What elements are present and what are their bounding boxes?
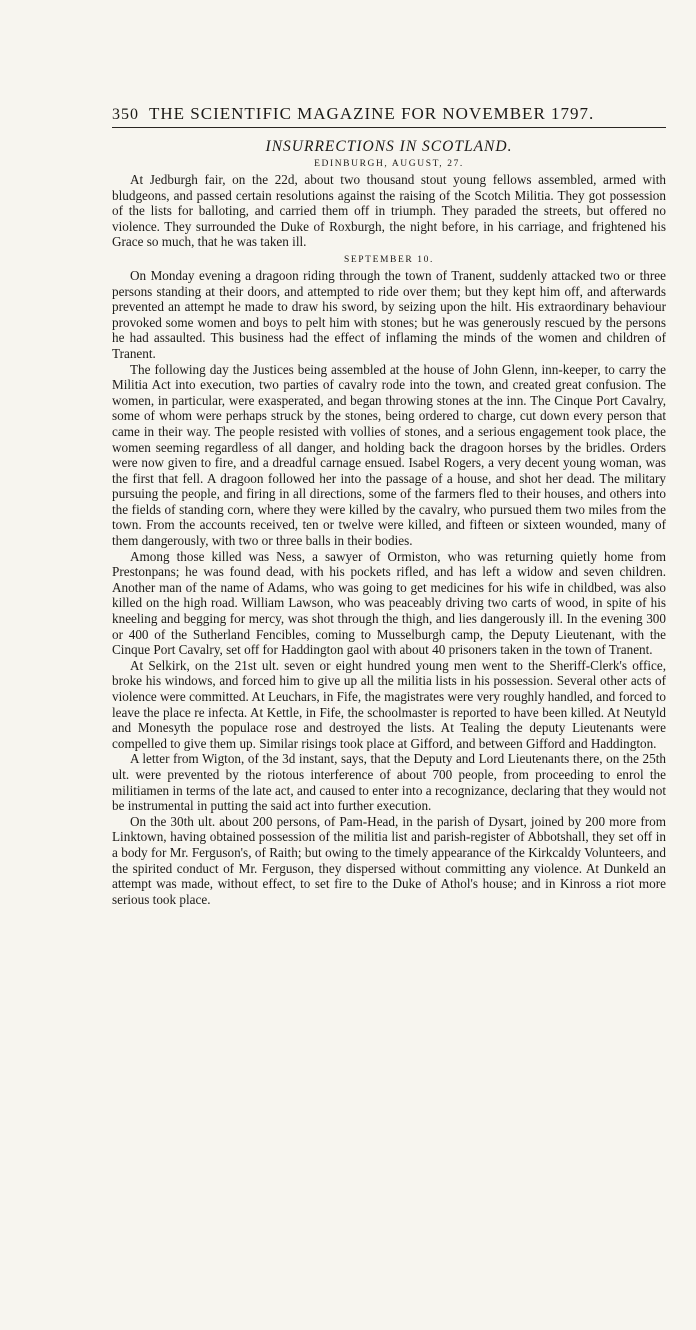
dateline-september: SEPTEMBER 10. [344,254,434,265]
running-head [112,104,666,124]
paragraph-jedburgh: At Jedburgh fair, on the 22d, about two thousand stout young fellows assembled, armed with bludgeons, and passed certain resolutions against the raising of the Scotch Militia. They got possession of the lists for balloting, and carried them off in triumph. They paraded the streets, but offered no violence. They surrounded the Duke of Roxburgh, the night before, in his carriage, and frightened his Grace so much, that he was taken ill. [112,172,666,250]
magazine-page [0,104,696,1330]
paragraph-wigton: A letter from Wigton, of the 3d instant, says, that the Deputy and Lord Lieutenants there, on the 25th ult. were prevented by the riotous interference of about 700 people, from proceeding to enrol the militiamen in terms of the late act, and caused to enter into a recognizance, declaring that they would not be instrumental in putting the said act into further execution. [112,751,666,814]
running-title: THE SCIENTIFIC MAGAZINE FOR NOVEMBER 1797. [149,104,595,123]
paragraph-selkirk: At Selkirk, on the 21st ult. seven or eight hundred young men went to the Sheriff-Clerk's office, broke his windows, and forced him to give up all the militia lists in his possession. Several other acts of violence were committed. At Leuchars, in Fife, the magistrates were very roughly handled, and forced to leave the place re infecta. At Kettle, in Fife, the schoolmaster is reported to have been killed. At Neutyld and Monesyth the populace rose and destroyed the lists. At Tealing the deputy Lieutenants were compelled to give them up. Similar risings took place at Gifford, and between Gifford and Haddington. [112,657,666,751]
paragraph-tranent-dragoon: On Monday evening a dragoon riding through the town of Tranent, suddenly attacked two or three persons standing at their doors, and attempted to ride over them; but they kept him off, and afterwards prevented an attempt he made to draw his sword, by seizing upon the hilt. His extraordinary behaviour provoked some women and boys to pelt him with stones; but he was generously rescued by the persons he had assaulted. This business had the effect of inflaming the minds of the women and children of Tranent. [112,267,666,361]
paragraph-casualties: Among those killed was Ness, a sawyer of Ormiston, who was returning quietly home from Prestonpans; he was found dead, with his pockets rifled, and has left a widow and seven children. Another man of the name of Adams, who was going to get medicines for his wife in childbed, was also killed on the high road. William Lawson, who was peaceably driving two carts of wood, in spite of his kneeling and begging for mercy, was shot through the thigh, and lies dangerously ill. In the evening 300 or 400 of the Sutherland Fencibles, coming to Musselburgh camp, the Deputy Lieutenant, with the Cinque Port Cavalry, set off for Haddington gaol with about 40 prisoners taken in the town of Tranent. [112,548,666,658]
article-title: INSURRECTIONS IN SCOTLAND. [265,138,513,155]
page-number: 350 [112,106,139,123]
paragraph-tranent-justices: The following day the Justices being assembled at the house of John Glenn, inn-keeper, to carry the Militia Act into execution, two parties of cavalry rode into the town, and created great confusion. The women, in particular, were exasperated, and began throwing stones at the inn. The Cinque Port Cavalry, some of whom were perhaps struck by the stones, being ordered to charge, cut down every person that came in their way. The people resisted with vollies of stones, and a serious engagement took place, the women seeming regardless of all danger, and holding back the dragoon horses by the bridles. Orders were now given to fire, and a dreadful carnage ensued. Isabel Rogers, a very decent young woman, was the first that fell. A dragoon followed her into the passage of a house, and shot her dead. The military pursuing the people, and firing in all directions, some of the farmers fled to their houses, and others into the fields of standing corn, where they were killed by the cavalry, who pursued them two miles from the town. From the accounts received, ten or twelve were killed, and fifteen or sixteen wounded, many of them dangerously, with two or three balls in their bodies. [112,361,666,549]
paragraph-dysart: On the 30th ult. about 200 persons, of Pam-Head, in the parish of Dysart, joined by 200 more from Linktown, having obtained possession of the militia list and parish-register of Abbotshall, they set off in a body for Mr. Ferguson's, of Raith; but owing to the timely appearance of the Kirkcaldy Volunteers, and the spirited conduct of Mr. Ferguson, they dispersed without committing any violence. At Dunkeld an attempt was made, without effect, to set fire to the Duke of Athol's house; and in Kinross a riot more serious took place. [112,813,666,907]
dateline-edinburgh: EDINBURGH, AUGUST, 27. [314,159,464,169]
header-rule [112,127,666,128]
